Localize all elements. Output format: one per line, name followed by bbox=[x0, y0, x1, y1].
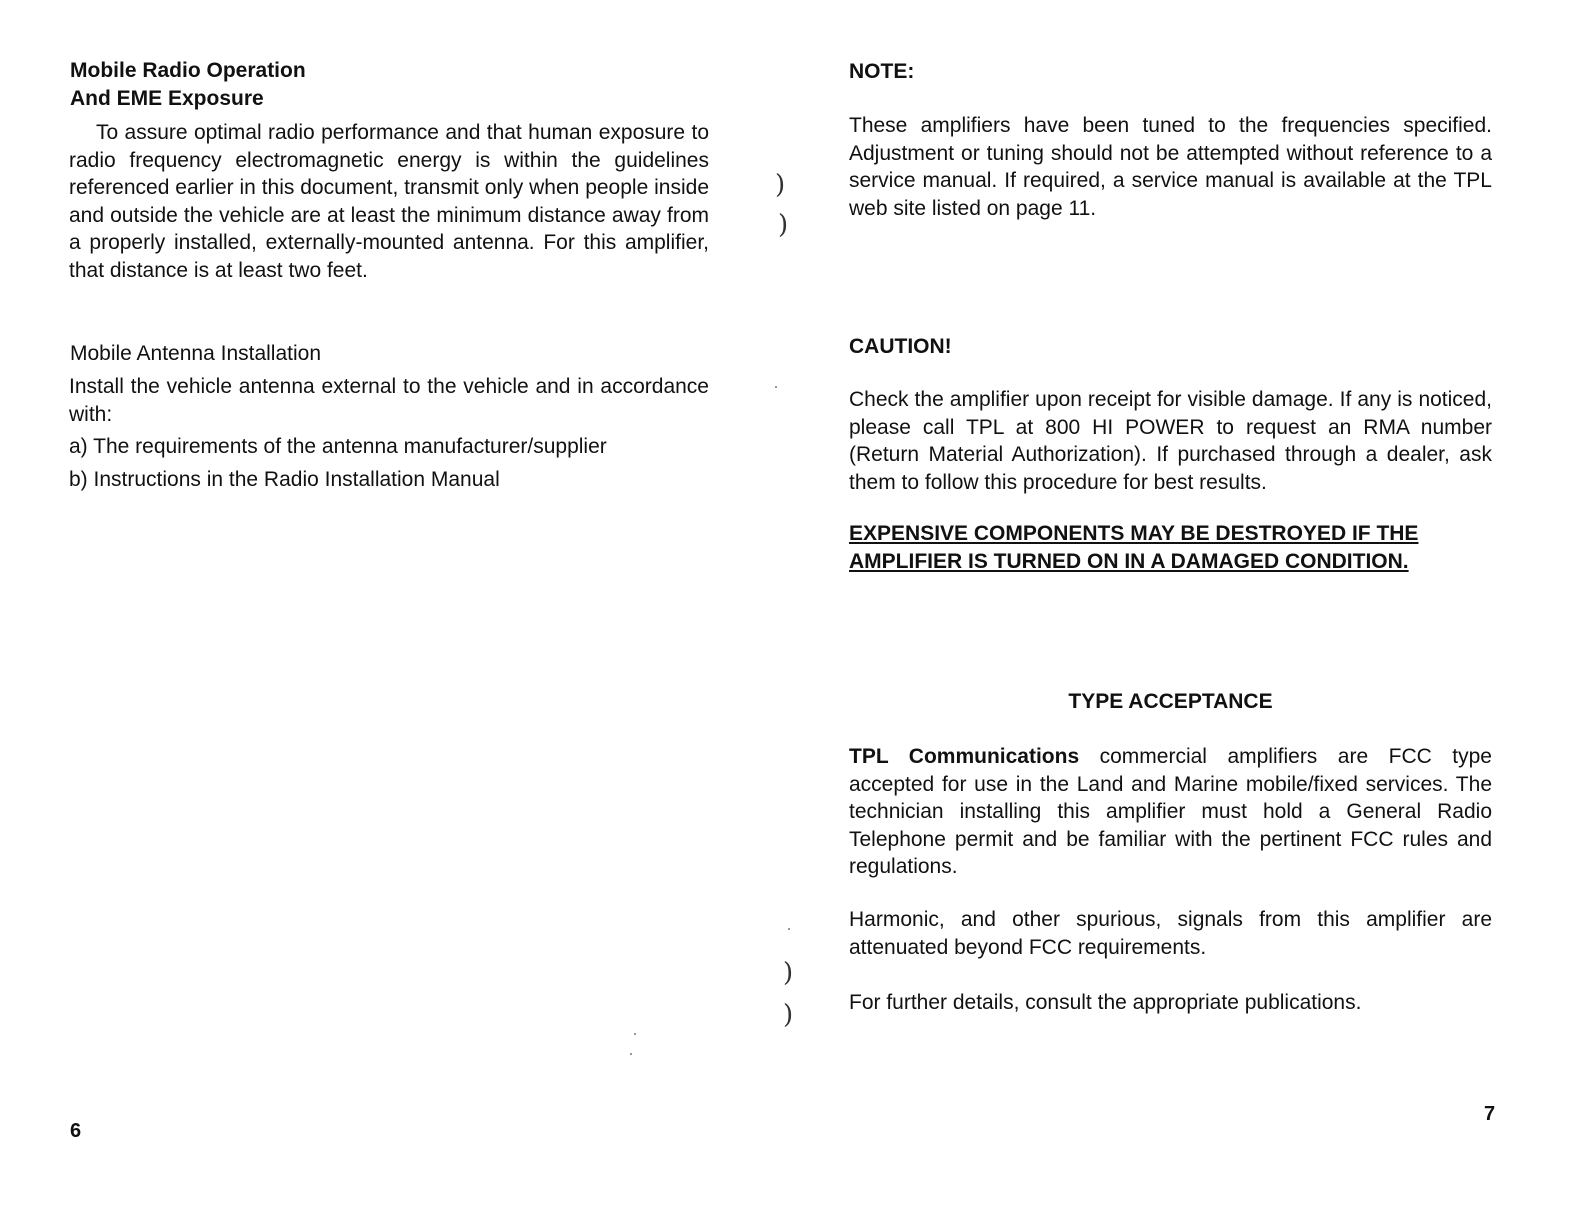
list-item-a: a) The requirements of the antenna manufacturer/supplier bbox=[69, 435, 607, 458]
type-acceptance-heading: TYPE ACCEPTANCE bbox=[1068, 690, 1273, 713]
further-details-text: For further details, consult the appropriate publications. bbox=[849, 991, 1362, 1014]
scan-speck bbox=[788, 928, 790, 930]
heading-line-2: And EME Exposure bbox=[70, 87, 264, 110]
note-paragraph: These amplifiers have been tuned to the frequencies specified. Adjustment or tuning should not be attempted without reference to a service manual. If required, a service manual is available at the TPL web site listed on page 11. bbox=[849, 114, 1492, 220]
scan-speck bbox=[630, 1053, 632, 1055]
list-item-b: b) Instructions in the Radio Installation Manual bbox=[69, 468, 500, 491]
binding-mark: ) bbox=[783, 1000, 794, 1030]
page-number: 6 bbox=[70, 1120, 82, 1142]
caution-paragraph: Check the amplifier upon receipt for visible damage. If any is noticed, please call TPL at 800 HI POWER to request an RMA number (Return Material Authorization). If purchased through a dealer, ask them to follow this procedure for best results. bbox=[849, 388, 1492, 494]
harmonic-paragraph: Harmonic, and other spurious, signals from this amplifier are attenuated beyond FCC requirements. bbox=[849, 908, 1492, 959]
damage-warning: EXPENSIVE COMPONENTS MAY BE DESTROYED IF THE AMPLIFIER IS TURNED ON IN A DAMAGED CONDITION. bbox=[849, 522, 1419, 573]
heading-line-1: Mobile Radio Operation bbox=[70, 59, 306, 82]
eme-exposure-paragraph: To assure optimal radio performance and that human exposure to radio frequency electromagnetic energy is within the guidelines referenced earlier in this document, transmit only when people inside and outside the vehicle are at least the minimum distance away from a properly installed, externally-mounted antenna. For this amplifier, that distance is at least two feet. bbox=[69, 121, 709, 282]
scan-speck bbox=[634, 1033, 636, 1035]
antenna-installation-subheading: Mobile Antenna Installation bbox=[70, 342, 322, 365]
type-acceptance-text: commercial amplifiers are FCC type accepted for use in the Land and Marine mobile/fixed services. The technician installing this amplifier must hold a General Radio Telephone permit and be familiar with the pertinent FCC rules and regulations. bbox=[849, 745, 1492, 878]
note-heading: NOTE: bbox=[849, 60, 915, 83]
page-number: 7 bbox=[1484, 1103, 1496, 1125]
caution-heading: CAUTION! bbox=[849, 335, 952, 358]
binding-mark: ) bbox=[775, 170, 786, 200]
antenna-install-text: Install the vehicle antenna external to the vehicle and in accordance with: bbox=[69, 375, 709, 426]
type-acceptance-paragraph bbox=[849, 743, 1492, 881]
binding-mark: ) bbox=[783, 958, 794, 988]
binding-mark: ) bbox=[778, 210, 789, 240]
right-page bbox=[792, 0, 1584, 1224]
company-name: TPL Communications bbox=[849, 745, 1080, 768]
scan-speck bbox=[775, 386, 777, 388]
section-heading bbox=[70, 57, 710, 113]
